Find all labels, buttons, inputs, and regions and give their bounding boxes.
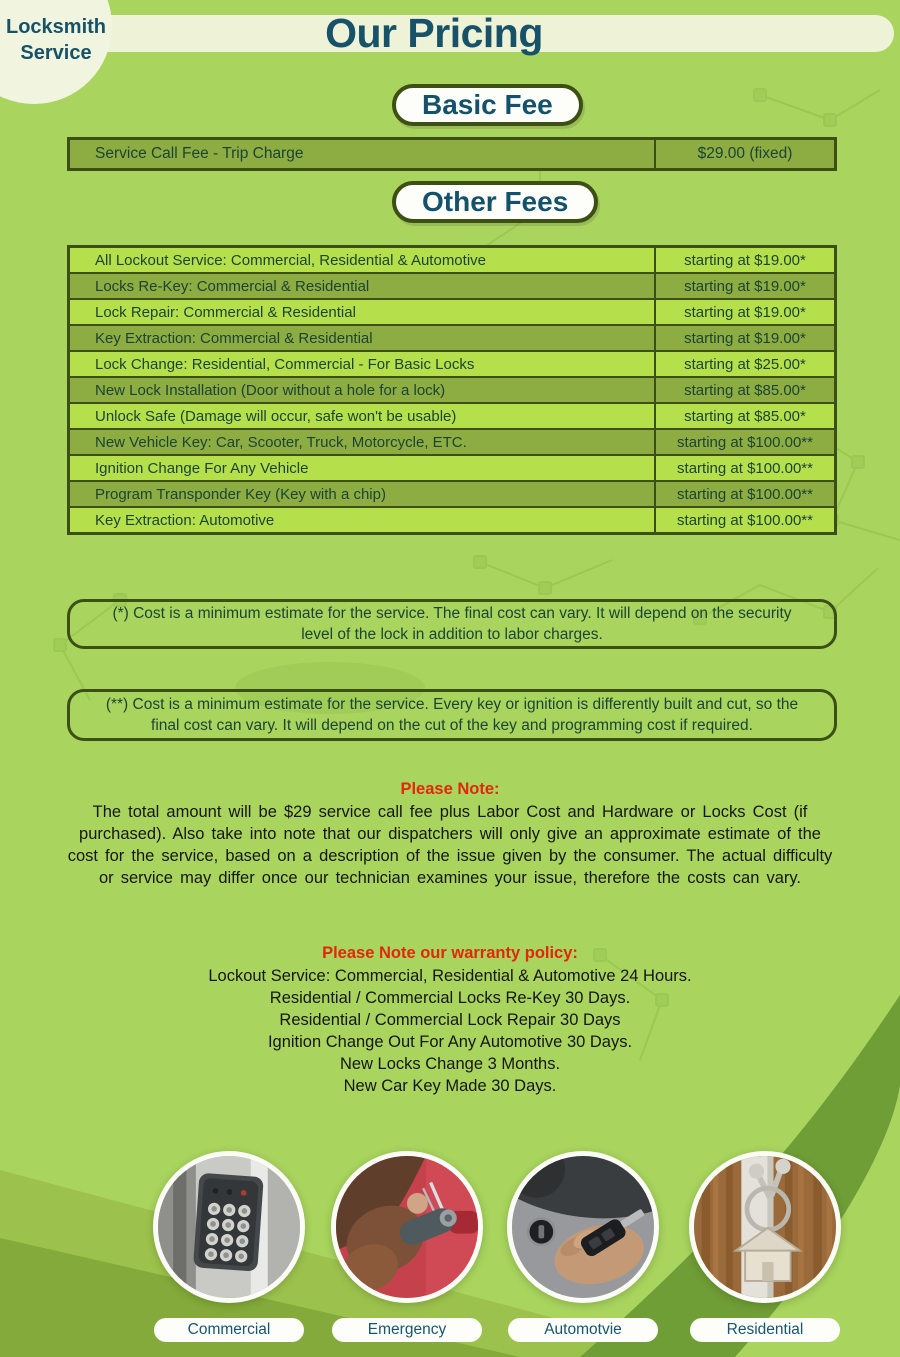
warranty-item: New Car Key Made 30 Days.	[343, 1077, 557, 1095]
service-cell: Unlock Safe (Damage will occur, safe won't be usable)	[95, 407, 457, 425]
basic-fee-heading: Basic Fee	[392, 84, 583, 126]
service-cell: New Vehicle Key: Car, Scooter, Truck, Motorcycle, ETC.	[95, 433, 467, 451]
residential-photo[interactable]	[689, 1151, 841, 1303]
table-row	[70, 140, 834, 168]
other-fees-heading: Other Fees	[392, 181, 598, 223]
price-cell: starting at $100.00**	[654, 456, 834, 480]
table-row	[70, 352, 834, 378]
service-cell: New Lock Installation (Door without a hole for a lock)	[95, 381, 446, 399]
table-row	[70, 508, 834, 532]
car-lockout-image	[336, 1156, 478, 1298]
warranty-item: Residential / Commercial Locks Re-Key 30 Days.	[269, 989, 631, 1007]
service-cell: Lock Change: Residential, Commercial - For Basic Locks	[95, 355, 475, 373]
price-cell: starting at $85.00*	[654, 378, 834, 402]
service-label-emergency[interactable]: Emergency	[332, 1318, 482, 1342]
price-cell: starting at $100.00**	[654, 508, 834, 532]
page-title: Our Pricing	[325, 10, 543, 56]
footnote-double-star: (**) Cost is a minimum estimate for the service. Every key or ignition is differently built and cut, so the final cost can vary. It will depend on the cut of the key and programming cost if required.	[67, 689, 837, 741]
car-key-ignition-image	[512, 1156, 654, 1298]
table-row	[70, 274, 834, 300]
warranty-item: New Locks Change 3 Months.	[339, 1055, 561, 1073]
table-row	[70, 378, 834, 404]
basic-fee-table	[67, 137, 837, 171]
service-cell: All Lockout Service: Commercial, Residential & Automotive	[95, 251, 486, 269]
warranty-item: Ignition Change Out For Any Automotive 30 Days.	[267, 1033, 633, 1051]
price-cell: starting at $100.00**	[654, 482, 834, 506]
service-label-commercial[interactable]: Commercial	[154, 1318, 304, 1342]
table-row	[70, 248, 834, 274]
service-cell: Service Call Fee - Trip Charge	[95, 145, 304, 162]
warranty-item: Residential / Commercial Lock Repair 30 Days	[279, 1011, 621, 1029]
price-cell: starting at $19.00*	[654, 274, 834, 298]
logo-line2: Service	[20, 42, 92, 64]
service-label-residential[interactable]: Residential	[690, 1318, 840, 1342]
table-row	[70, 456, 834, 482]
automotive-photo[interactable]	[507, 1151, 659, 1303]
warranty-heading: Please Note our warranty policy:	[322, 944, 578, 962]
table-row	[70, 404, 834, 430]
footnote-single-star: (*) Cost is a minimum estimate for the service. The final cost can vary. It will depend on the security level of the lock in addition to labor charges.	[67, 599, 837, 649]
service-cell: Key Extraction: Commercial & Residential	[95, 329, 373, 347]
service-cell: Key Extraction: Automotive	[95, 511, 275, 529]
warranty-item: Lockout Service: Commercial, Residential & Automotive 24 Hours.	[208, 967, 692, 985]
commercial-photo[interactable]	[153, 1151, 305, 1303]
price-cell: starting at $85.00*	[654, 404, 834, 428]
house-keychain-image	[694, 1156, 836, 1298]
table-row	[70, 430, 834, 456]
table-row	[70, 300, 834, 326]
price-cell: $29.00 (fixed)	[654, 140, 834, 168]
please-note-heading: Please Note:	[400, 780, 500, 798]
price-cell: starting at $25.00*	[654, 352, 834, 376]
service-cell: Lock Repair: Commercial & Residential	[95, 303, 356, 321]
service-cell: Locks Re-Key: Commercial & Residential	[95, 277, 370, 295]
service-cell: Ignition Change For Any Vehicle	[95, 459, 309, 477]
logo-text	[0, 14, 112, 66]
emergency-photo[interactable]	[331, 1151, 483, 1303]
service-label-automotive[interactable]: Automotvie	[508, 1318, 658, 1342]
price-cell: starting at $19.00*	[654, 300, 834, 324]
price-cell: starting at $19.00*	[654, 326, 834, 350]
service-cell: Program Transponder Key (Key with a chip)	[95, 485, 386, 503]
price-cell: starting at $19.00*	[654, 248, 834, 272]
keypad-lock-image	[158, 1156, 300, 1298]
other-fees-table	[67, 245, 837, 535]
table-row	[70, 326, 834, 352]
warranty-list	[64, 965, 836, 1097]
price-cell: starting at $100.00**	[654, 430, 834, 454]
please-note-body: The total amount will be $29 service call fee plus Labor Cost and Hardware or Locks Cost (if purchased). Also take into note that our dispatchers will only give an approximate estimate of the cost for the service, based on a description of the issue given by the consumer. The actual difficulty or service may differ once our technician examines your issue, therefore the costs can vary.	[67, 803, 833, 887]
logo-line1: Locksmith	[5, 16, 107, 38]
table-row	[70, 482, 834, 508]
